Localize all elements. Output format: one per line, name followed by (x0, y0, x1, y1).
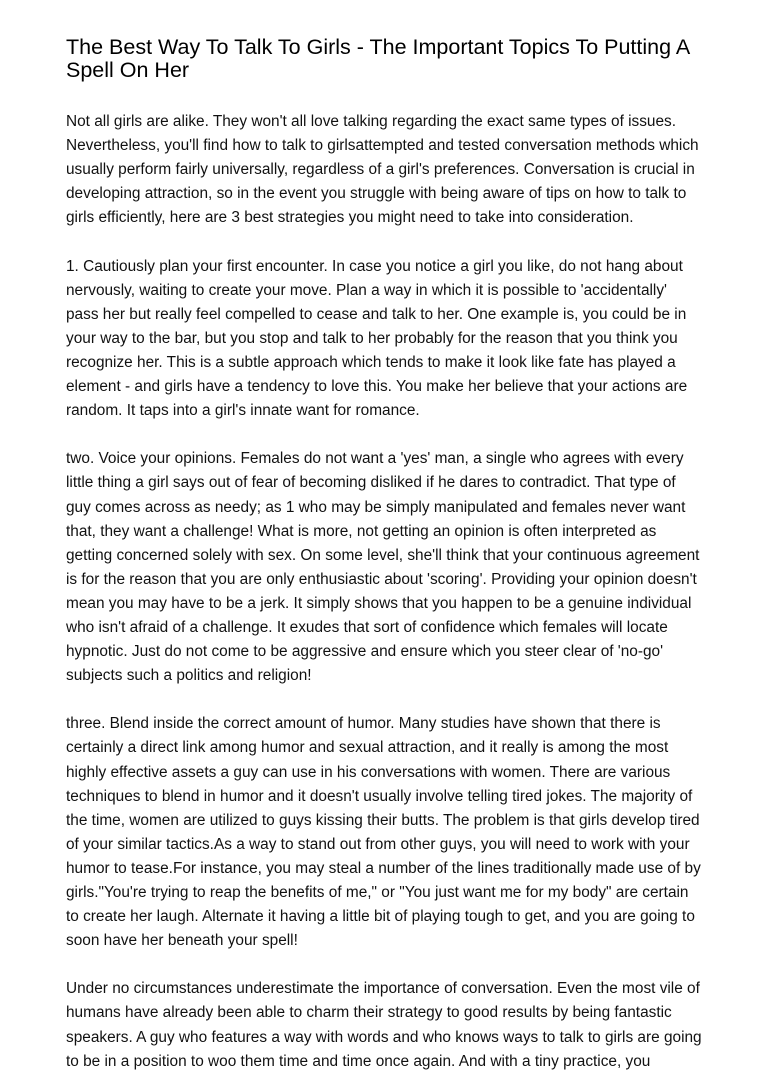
paragraph-tip-2: two. Voice your opinions. Females do not want a 'yes' man, a single who agrees with every little thing a girl says out of fear of becoming disliked if he dares to contradict. That type of guy comes across as needy; as 1 who may be simply manipulated and females never want that, they want a challenge! What is more, not getting an opinion is often interpreted as getting concerned solely with sex. On some level, she'll think that your continuous agreement is for the reason that you are only enthusiastic about 'scoring'. Providing your opinion doesn't mean you may have to be a jerk. It simply shows that you happen to be a genuine individual who isn't afraid of a challenge. It exudes that sort of confidence which females will locate hypnotic. Just do not come to be aggressive and ensure which you steer clear of 'no-go' subjects such a politics and religion! (66, 450, 700, 685)
paragraph-conclusion: Under no circumstances underestimate the importance of conversation. Even the most vile of humans have already been able to charm their strategy to good results by being fantastic speakers. A guy who features a way with words and who knows ways to talk to girls are going to be in a position to woo them time and time once again. And with a tiny practice, you (66, 980, 702, 1070)
article-body (66, 110, 702, 1087)
paragraph-tip-1: 1. Cautiously plan your first encounter. In case you notice a girl you like, do not hang about nervously, waiting to create your move. Plan a way in which it is possible to 'accidentally' pass her but really feel compelled to cease and talk to her. One example is, you could be in your way to the bar, but you stop and talk to her probably for the reason that you think you recognize her. This is a subtle approach which tends to make it look like fate has played a element - and girls have a tendency to love this. You make her believe that your actions are random. It taps into a girl's innate want for romance. (66, 257, 688, 420)
page-title: The Best Way To Talk To Girls - The Important Topics To Putting A Spell On Her (66, 35, 690, 82)
paragraph-tip-3: three. Blend inside the correct amount of humor. Many studies have shown that there is certainly a direct link among humor and sexual attraction, and it really is among the most highly effective assets a guy can use in his conversations with women. There are various techniques to blend in humor and it doesn't usually involve telling tired jokes. The majority of the time, women are utilized to guys kissing their butts. The problem is that girls develop tired of your similar tactics.As a way to stand out from other guys, you will need to work with your humor to tease.For instance, you may steal a number of the lines traditionally made use of by girls."You're trying to reap the benefits of me," or "You just want me for my body" are certain to create her laugh. Alternate it having a little bit of playing tough to get, and you are going to soon have her beneath your spell! (66, 715, 701, 950)
paragraph-intro: Not all girls are alike. They won't all love talking regarding the exact same types of issues. Nevertheless, you'll find how to talk to girlsattempted and tested conversation methods which usually perform fairly universally, regardless of a girl's preferences. Conversation is crucial in developing attraction, so in the event you struggle with being aware of tips on how to talk to girls efficiently, here are 3 best strategies you might need to take into consideration. (66, 113, 699, 227)
